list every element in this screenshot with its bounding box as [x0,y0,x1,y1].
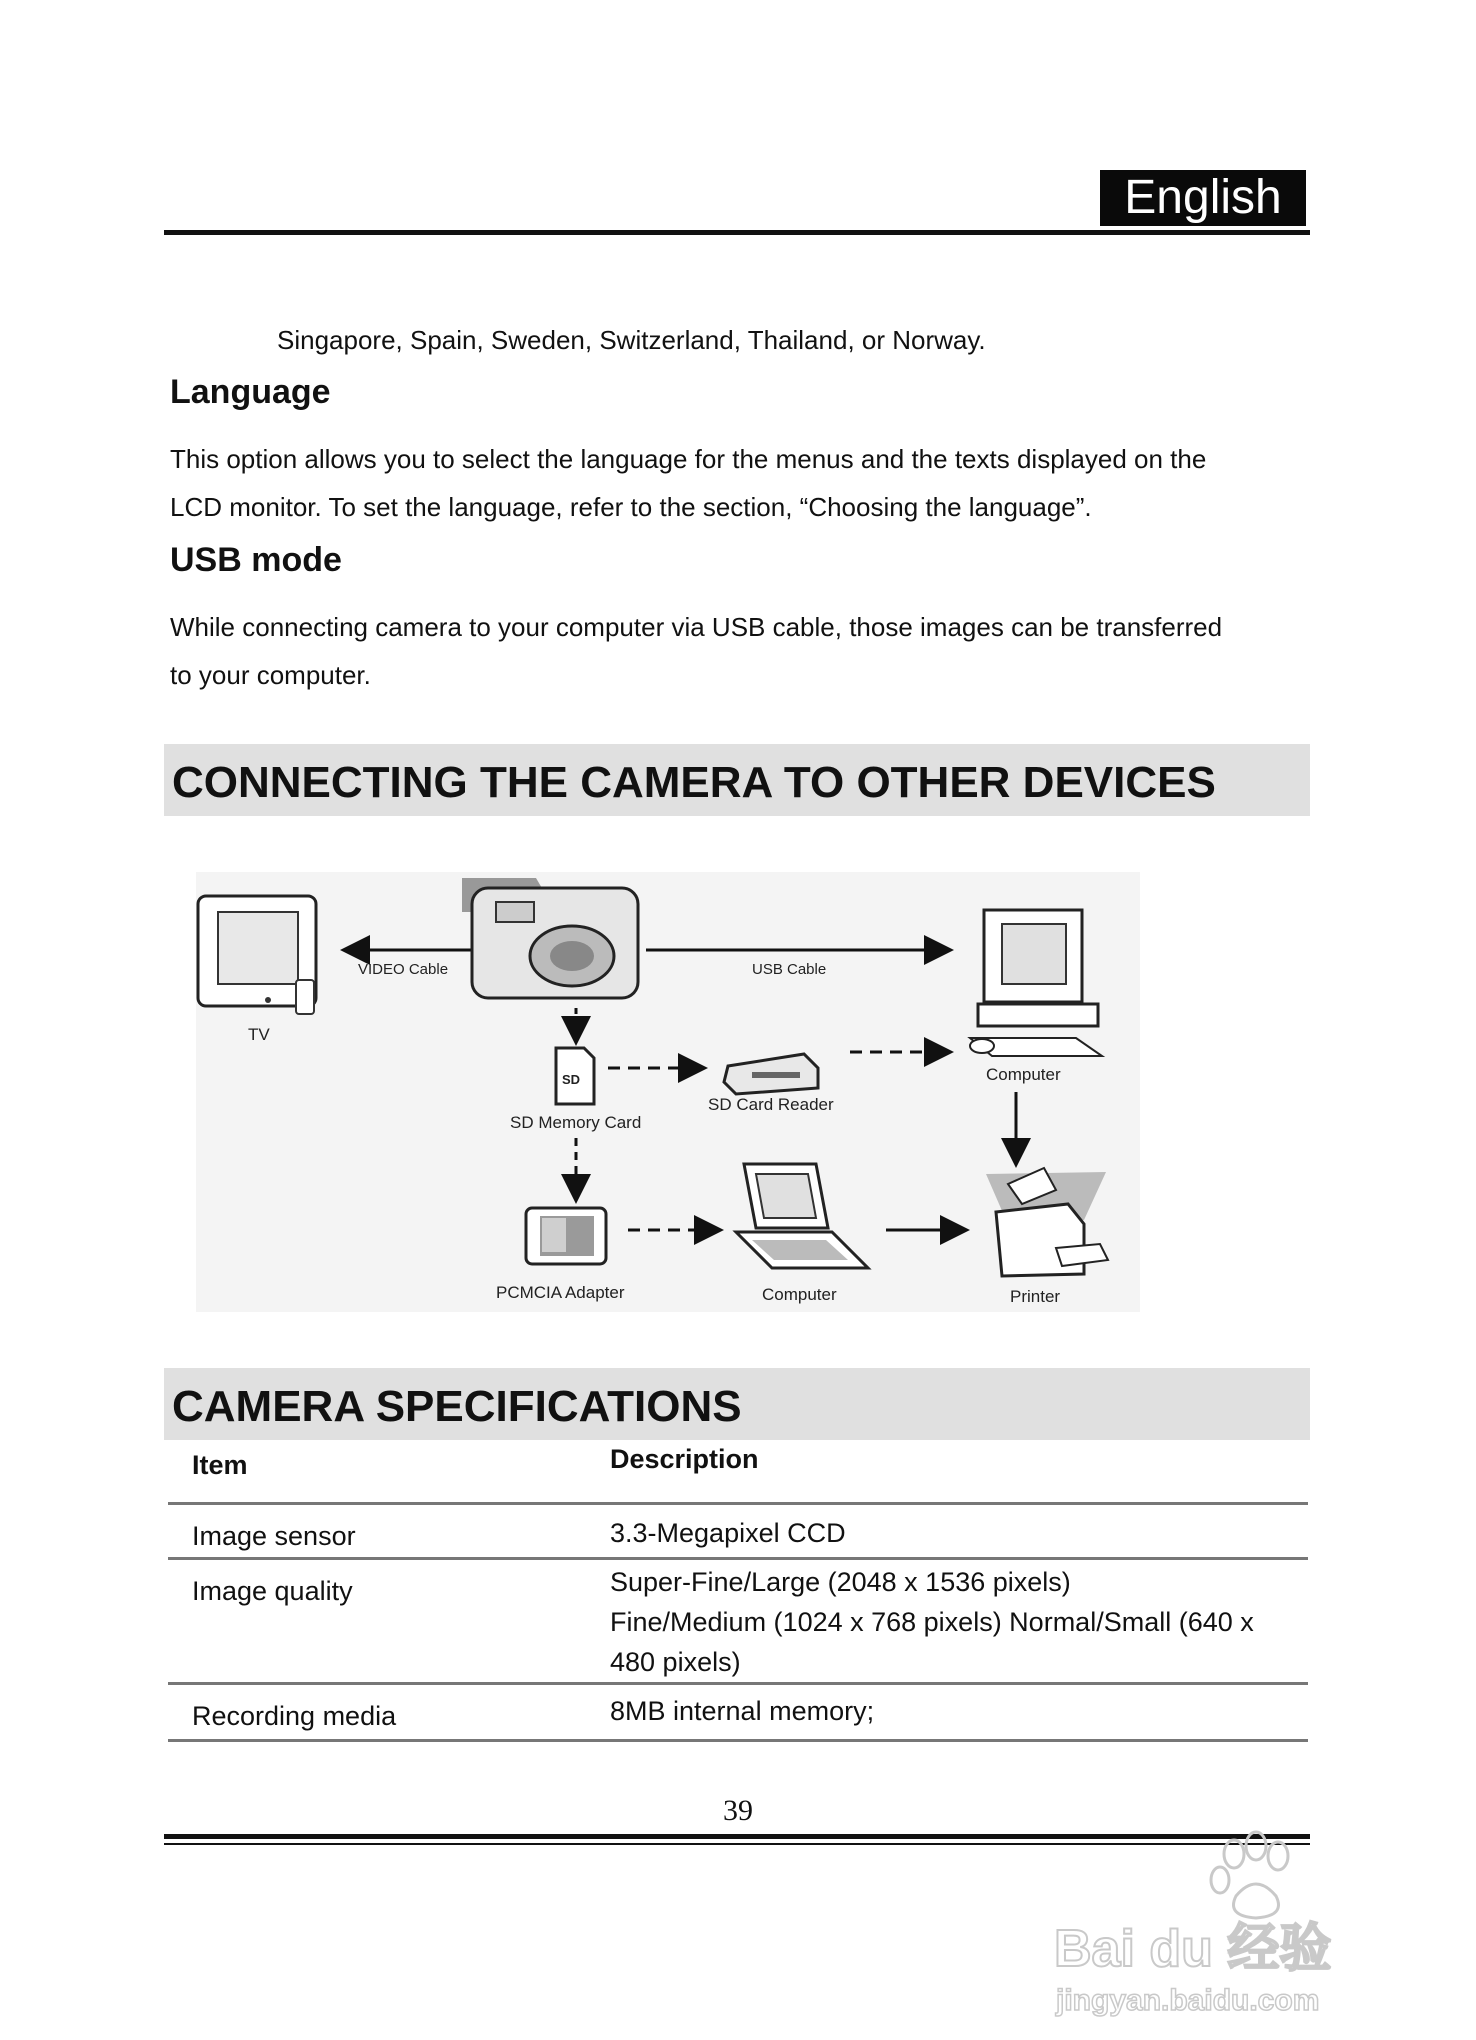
description-line: Fine/Medium (1024 x 768 pixels) Normal/Small (640 x [610,1607,1254,1637]
baidu-watermark [1040,1820,1440,2020]
computer-top-icon [970,910,1102,1056]
row-item: Recording media [168,1684,610,1741]
baidu-paw-icon [1040,1820,1440,2020]
computer-top-label: Computer [986,1065,1061,1084]
row-item: Image quality [168,1559,610,1684]
laptop-icon [736,1164,868,1268]
sd-reader-icon [724,1054,818,1094]
connecting-section-title: CONNECTING THE CAMERA TO OTHER DEVICES [172,758,1216,807]
specs-header-row [168,1436,1308,1504]
connection-diagram-svg [196,872,1140,1312]
pcmcia-adapter-icon [526,1208,606,1264]
page-number: 39 [723,1794,753,1827]
language-heading: Language [170,373,331,411]
sd-card-label: SD Memory Card [510,1113,642,1132]
tv-icon [198,896,316,1014]
row-description [610,1504,1308,1559]
intro-line: Singapore, Spain, Sweden, Switzerland, Thailand, or Norway. [277,325,986,355]
usb-heading: USB mode [170,541,342,579]
specs-section-title: CAMERA SPECIFICATIONS [172,1382,742,1431]
header-item: Item [192,1450,248,1480]
language-body-line1: This option allows you to select the language for the menus and the texts displayed on the [170,444,1207,474]
language-badge: English [1100,170,1306,226]
row-item: Image sensor [168,1504,610,1559]
sd-reader-label: SD Card Reader [708,1095,834,1114]
connection-diagram [196,872,1140,1312]
connecting-section-bar [164,744,1310,816]
camera-icon [462,878,638,998]
usb-body-line2: to your computer. [170,660,371,690]
computer-bottom-label: Computer [762,1285,837,1304]
description-line: 480 pixels) [610,1647,741,1677]
svg-text:SD: SD [562,1072,581,1087]
tv-label: TV [248,1025,270,1044]
row-description [610,1684,1308,1741]
sd-card-icon [556,1048,594,1104]
watermark-url: jingyan.baidu.com [1056,1984,1320,2017]
table-row [168,1559,1308,1684]
table-row [168,1684,1308,1741]
header-description: Description [610,1444,759,1474]
description-line: 8MB internal memory; [610,1696,875,1726]
table-row [168,1504,1308,1559]
usb-cable-label: USB Cable [752,961,827,978]
specs-table [168,1436,1308,1742]
printer-icon [986,1168,1108,1276]
watermark-brand: Bai du 经验 [1054,1920,1332,1978]
printer-label: Printer [1010,1287,1061,1306]
description-line: Super-Fine/Large (2048 x 1536 pixels) [610,1567,1071,1597]
video-cable-label: VIDEO Cable [358,961,449,978]
language-body-line2: LCD monitor. To set the language, refer to the section, “Choosing the language”. [170,492,1092,522]
usb-body-line1: While connecting camera to your computer via USB cable, those images can be transferred [170,612,1223,642]
row-description [610,1559,1308,1684]
pcmcia-label: PCMCIA Adapter [496,1283,625,1302]
specs-section-bar [164,1368,1310,1440]
header-rule [164,230,1310,235]
description-line: 3.3-Megapixel CCD [610,1518,846,1548]
